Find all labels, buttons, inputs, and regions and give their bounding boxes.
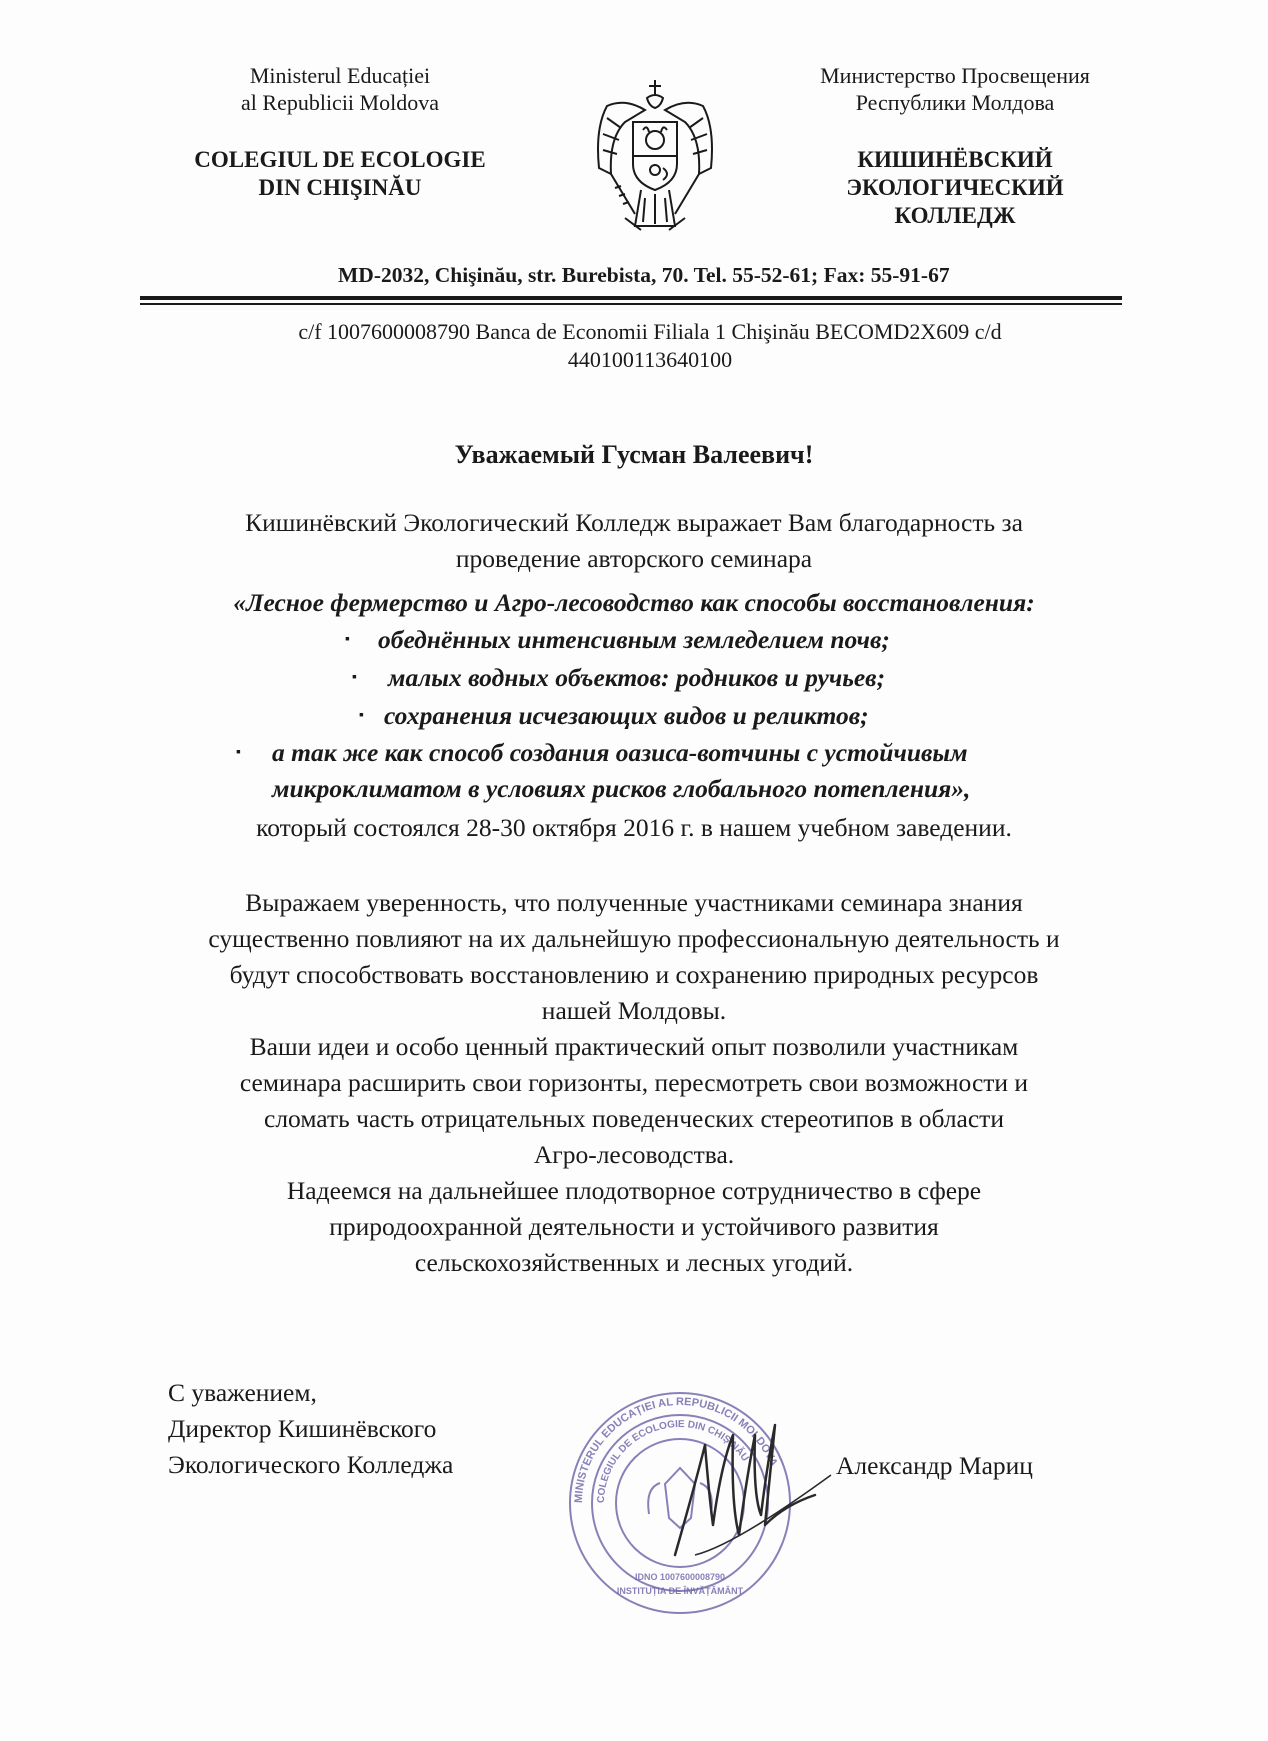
header-divider-thick (140, 296, 1122, 300)
bullet-item-2: малых водных объектов: родников и ручьев; (388, 663, 886, 692)
signatory-name: Александр Мариц (836, 1451, 1033, 1480)
paragraph-ideas-line3: сломать часть отрицательных поведенческих стереотипов в области (264, 1104, 1004, 1133)
right-ministry (770, 62, 1140, 116)
stamp-outer-text: MINISTERUL EDUCAȚIEI AL REPUBLICII MOLDOVA (572, 1395, 780, 1504)
stamp-inner-text: COLEGIUL DE ECOLOGIE DIN CHIȘINĂU (595, 1418, 751, 1504)
paragraph-hope-line2: природоохранной деятельности и устойчивого развития (329, 1212, 939, 1241)
closing-line3: Экологического Колледжа (168, 1450, 454, 1479)
bullet-item-3: сохранения исчезающих видов и реликтов; (384, 701, 869, 730)
paragraph-ideas-line4: Агро-лесоводства. (533, 1140, 735, 1169)
bank-details-line2: 440100113640100 (567, 347, 733, 372)
left-college-line2: DIN CHIŞINĂU (258, 175, 422, 200)
seminar-title: «Лесное фермерство и Агро-лесоводство как способы восстановления: (233, 588, 1035, 617)
bank-details-line1: c/f 1007600008790 Banca de Economii Filiala 1 Chişinău BECOMD2X609 c/d (298, 319, 1002, 344)
closing-line1: С уважением, (168, 1378, 317, 1407)
paragraph-confidence-line2: существенно повлияют на их дальнейшую профессиональную деятельность и (208, 924, 1060, 953)
paragraph-confidence-line1: Выражаем уверенность, что полученные участниками семинара знания (245, 888, 1023, 917)
right-college-line3: КОЛЛЕДЖ (894, 203, 1016, 228)
right-college-line2: ЭКОЛОГИЧЕСКИЙ (846, 175, 1064, 200)
paragraph-confidence (100, 885, 1168, 1281)
paragraph-intro (100, 505, 1168, 577)
bullet-marker: ▪ (345, 632, 350, 647)
address-line: MD-2032, Chişinău, str. Burebista, 70. Tel. 55-52-61; Fax: 55-91-67 (338, 263, 950, 287)
left-college-line1: COLEGIUL DE ECOLOGIE (194, 147, 486, 172)
coat-of-arms-icon (585, 78, 725, 238)
paragraph-hope-line3: сельскохозяйственных и лесных угодий. (414, 1248, 854, 1277)
right-college-line1: КИШИНЁВСКИЙ (857, 147, 1053, 172)
paragraph-hope-line1: Надеемся на дальнейшее плодотворное сотрудничество в сфере (286, 1176, 982, 1205)
left-ministry (180, 62, 500, 116)
bullet-item-4 (272, 735, 970, 807)
handwritten-signature (635, 1405, 835, 1575)
bullet-item-4-line2: микроклиматом в условиях рисков глобального потепления», (272, 774, 971, 803)
bullet-marker: ▪ (236, 745, 241, 760)
right-ministry-line1: Министерство Просвещения (820, 63, 1090, 88)
bank-details (190, 318, 1110, 374)
bullet-marker: ▪ (359, 708, 364, 723)
left-ministry-line1: Ministerul Educației (249, 63, 431, 88)
paragraph-confidence-line3: будут способствовать восстановлению и сохранению природных ресурсов (229, 960, 1039, 989)
right-ministry-line2: Республики Молдова (855, 90, 1055, 115)
left-ministry-line2: al Republicii Moldova (241, 90, 439, 115)
paragraph-intro-line2: проведение авторского семинара (455, 544, 813, 573)
paragraph-intro-line1: Кишинёвский Экологический Колледж выражает Вам благодарность за (245, 508, 1023, 537)
bullet-item-4-line1: а так же как способ создания оазиса-вотчины с устойчивым (272, 738, 968, 767)
left-college (160, 146, 520, 202)
paragraph-confidence-line4: нашей Молдовы. (541, 996, 727, 1025)
paragraph-intro-end: который состоялся 28-30 октября 2016 г. в нашем учебном заведении. (256, 813, 1012, 842)
bullet-marker: ▪ (352, 670, 357, 685)
paragraph-ideas-line1: Ваши идеи и особо ценный практический опыт позволили участникам (249, 1032, 1019, 1061)
right-college (780, 146, 1130, 230)
stamp-bottom-text: INSTITUȚIA DE ÎNVĂȚĂMÂNT (616, 1586, 744, 1596)
bullet-item-1: обеднённых интенсивным земледелием почв; (378, 625, 890, 654)
closing-block (168, 1375, 453, 1483)
paragraph-ideas-line2: семинара расширить свои горизонты, пересмотреть свои возможности и (239, 1068, 1029, 1097)
greeting: Уважаемый Гусман Валеевич! (454, 440, 814, 469)
header-divider-thin (140, 303, 1122, 305)
stamp-idno: IDNO 1007600008790 (634, 1572, 726, 1582)
closing-line2: Директор Кишинёвского (168, 1414, 437, 1443)
